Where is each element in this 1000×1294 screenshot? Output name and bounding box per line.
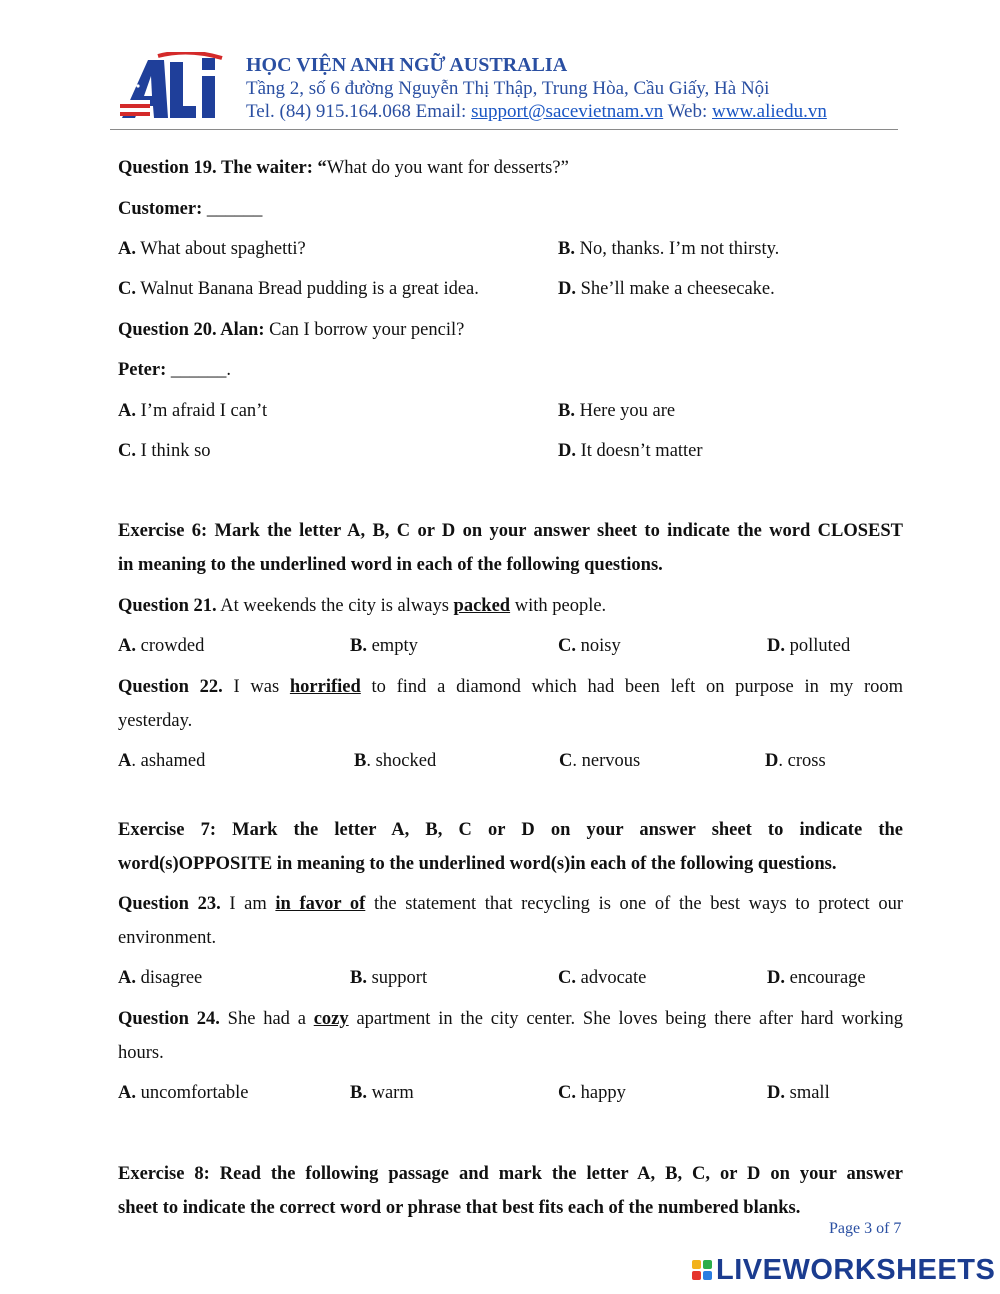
question-prompt: What do you want for desserts?” — [326, 158, 569, 178]
logo-text: ALi — [118, 52, 120, 53]
brand-block — [703, 1271, 712, 1280]
option-b[interactable]: B. empty — [350, 636, 418, 656]
header-divider — [110, 129, 898, 130]
exercise-7-instruction-cont: word(s)OPPOSITE in meaning to the underlined word(s)in each of the following questions. — [118, 854, 837, 874]
question-22: Question 22. I was horrified to find a diamond which had been left on purpose in my room — [118, 677, 903, 697]
option-a[interactable]: A. I’m afraid I can’t — [118, 401, 268, 421]
question-22-cont: yesterday. — [118, 711, 193, 731]
option-d[interactable]: D. small — [767, 1083, 830, 1103]
letterhead — [110, 40, 898, 132]
question-prompt: Can I borrow your pencil? — [264, 320, 465, 340]
underlined-word: cozy — [313, 1009, 349, 1029]
exercise-8-instruction-cont: sheet to indicate the correct word or phrase that best fits each of the numbered blanks. — [118, 1198, 801, 1218]
underlined-phrase: in favor of — [275, 894, 366, 914]
option-d[interactable]: D. She’ll make a cheesecake. — [558, 279, 775, 299]
question-21: Question 21. At weekends the city is always packed with people. — [118, 596, 607, 616]
question-label: Question 24. — [118, 1009, 220, 1029]
speaker-label: Peter: — [118, 360, 167, 380]
option-b[interactable]: B. Here you are — [558, 401, 676, 421]
option-a[interactable]: A. What about spaghetti? — [118, 239, 306, 259]
brand-block — [703, 1260, 712, 1269]
website-link[interactable]: www.aliedu.vn — [712, 101, 827, 122]
brand-block — [692, 1260, 701, 1269]
brand-block — [692, 1271, 701, 1280]
liveworksheets-brand[interactable] — [692, 1253, 995, 1287]
question-20 — [118, 319, 464, 341]
underlined-word: horrified — [289, 677, 361, 697]
answer-blank: ______. — [166, 360, 232, 380]
option-c[interactable]: C. happy — [558, 1083, 626, 1103]
exercise-7-instruction: Exercise 7: Mark the letter A, B, C or D on your answer sheet to indicate the — [118, 820, 903, 840]
ali-logo — [118, 52, 228, 124]
speaker-label: Customer: — [118, 199, 203, 219]
exercise-8-instruction: Exercise 8: Read the following passage and mark the letter A, B, C, or D on your answer — [118, 1164, 903, 1184]
question-19 — [118, 157, 569, 179]
option-b[interactable]: B. No, thanks. I’m not thirsty. — [558, 239, 780, 259]
option-c[interactable]: C. I think so — [118, 441, 211, 461]
exercise-6-instruction-cont: in meaning to the underlined word in each of the following questions. — [118, 555, 663, 575]
institute-contact — [246, 100, 827, 123]
option-d[interactable]: D. polluted — [767, 636, 851, 656]
institute-address: Tầng 2, số 6 đường Nguyễn Thị Thập, Trung Hòa, Cầu Giấy, Hà Nội — [246, 78, 770, 99]
answer-blank: ______ — [202, 199, 263, 219]
underlined-word: packed — [453, 596, 511, 616]
option-a[interactable]: A. uncomfortable — [118, 1083, 249, 1103]
page-number: Page 3 of 7 — [829, 1220, 902, 1237]
option-a[interactable]: A. crowded — [118, 636, 205, 656]
question-24: Question 24. She had a cozy apartment in the city center. She loves being there after hard working — [118, 1009, 903, 1029]
question-23: Question 23. I am in favor of the statement that recycling is one of the best ways to protect our — [118, 894, 903, 914]
question-label: Question 20. Alan: — [118, 320, 265, 340]
option-d[interactable]: D. cross — [765, 751, 826, 771]
option-c[interactable]: C. noisy — [558, 636, 621, 656]
contact-phone: Tel. (84) 915.164.068 Email: — [246, 101, 472, 122]
question-label: Question 19. The waiter: “ — [118, 158, 327, 178]
option-a[interactable]: A. ashamed — [118, 751, 206, 771]
option-b[interactable]: B. warm — [350, 1083, 414, 1103]
question-label: Question 21. — [118, 596, 217, 616]
option-d[interactable]: D. encourage — [767, 968, 866, 988]
email-link[interactable]: support@sacevietnam.vn — [471, 101, 664, 122]
question-20-response — [118, 359, 231, 381]
option-c[interactable]: C. nervous — [559, 751, 641, 771]
option-d[interactable]: D. It doesn’t matter — [558, 441, 703, 461]
letterhead-text — [246, 54, 827, 123]
question-label: Question 22. — [118, 677, 223, 697]
option-c[interactable]: C. Walnut Banana Bread pudding is a great idea. — [118, 279, 479, 299]
brand-blocks-icon — [692, 1260, 712, 1280]
web-label: Web: — [663, 101, 712, 122]
option-b[interactable]: B. support — [350, 968, 428, 988]
institute-name: HỌC VIỆN ANH NGỮ AUSTRALIA — [246, 54, 568, 76]
option-a[interactable]: A. disagree — [118, 968, 203, 988]
question-23-cont: environment. — [118, 928, 217, 948]
option-b[interactable]: B. shocked — [354, 751, 437, 771]
question-label: Question 23. — [118, 894, 221, 914]
question-19-response — [118, 198, 262, 220]
brand-wordmark: LIVEWORKSHEETS — [716, 1253, 996, 1286]
question-24-cont: hours. — [118, 1043, 164, 1063]
exercise-6-instruction: Exercise 6: Mark the letter A, B, C or D on your answer sheet to indicate the word CLOSEST — [118, 521, 903, 541]
option-c[interactable]: C. advocate — [558, 968, 647, 988]
